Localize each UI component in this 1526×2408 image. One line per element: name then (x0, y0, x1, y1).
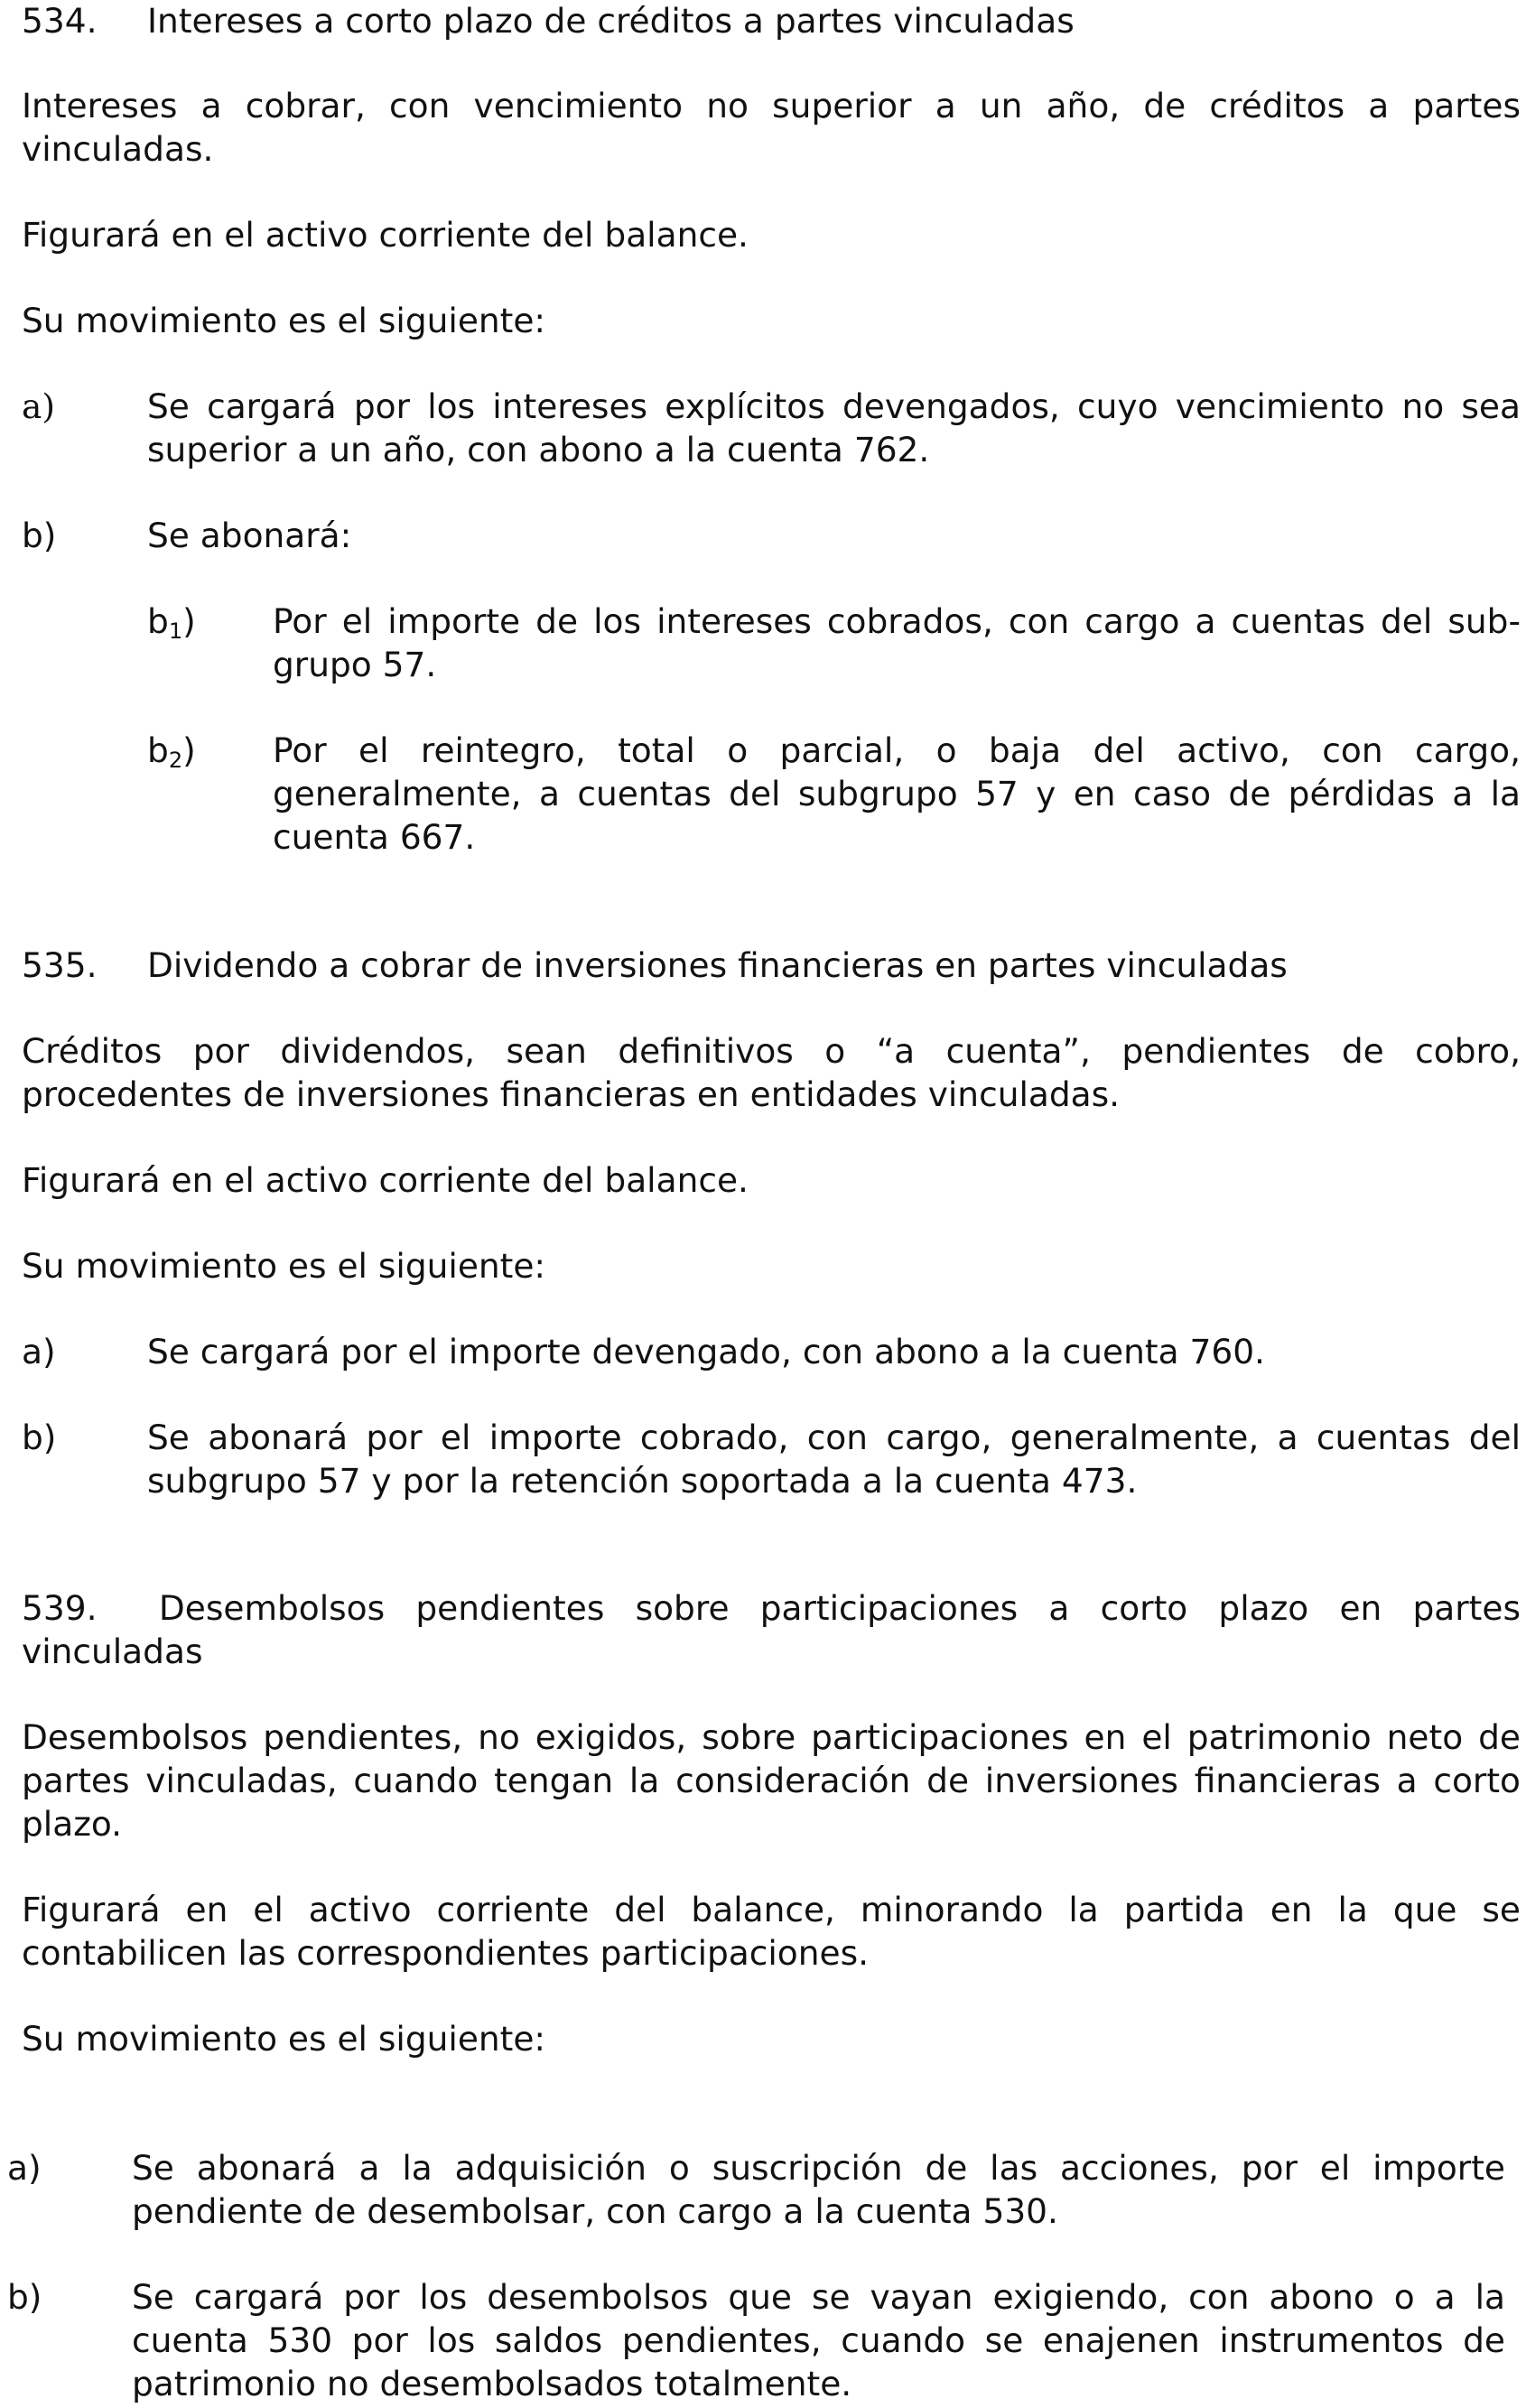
paragraph-line: plazo. (22, 1804, 123, 1844)
list-label: a) (7, 2148, 42, 2188)
list-item-text: subgrupo 57 y por la retención soportada a la cuenta 473. (147, 1461, 1138, 1501)
section-title: Intereses a corto plazo de créditos a partes vinculadas (147, 1, 1075, 41)
section-number: 534. (22, 1, 98, 41)
section-title: vinculadas (22, 1632, 203, 1671)
paragraph-line: vinculadas. (22, 129, 214, 169)
list-item-text: Se cargará por los intereses explícitos devengados, cuyo vencimiento no sea (147, 386, 1521, 426)
sublist-item-text: Por el importe de los intereses cobrados, con cargo a cuentas del sub- (273, 601, 1521, 641)
sublist-item-text: Por el reintegro, total o parcial, o baja del activo, con cargo, (273, 730, 1521, 770)
paragraph-line: partes vinculadas, cuando tengan la consideración de inversiones financieras a corto (22, 1761, 1521, 1800)
list-item-text: Se cargará por el importe devengado, con abono a la cuenta 760. (147, 1332, 1265, 1371)
list-label: a) (22, 1332, 56, 1371)
paragraph-line: Figurará en el activo corriente del balance. (22, 215, 749, 255)
list-item-text: patrimonio no desembolsados totalmente. (132, 2364, 852, 2403)
list-item-text: Se abonará por el importe cobrado, con cargo, generalmente, a cuentas del (147, 1418, 1521, 1457)
list-item-text: Se cargará por los desembolsos que se vayan exigiendo, con abono o a la (132, 2277, 1505, 2317)
paragraph-line: Su movimiento es el siguiente: (22, 2019, 546, 2059)
sublist-label: $b_1$) (147, 601, 196, 644)
list-label: b) (22, 516, 57, 555)
list-item-text: pendiente de desembolsar, con cargo a la cuenta 530. (132, 2191, 1058, 2231)
list-item-text: Se abonará: (147, 516, 352, 555)
sublist-item-text: grupo 57. (273, 645, 437, 684)
sublist-item-text: cuenta 667. (273, 817, 476, 857)
list-item-text: cuenta 530 por los saldos pendientes, cuando se enajenen instrumentos de (132, 2320, 1505, 2360)
list-label: b) (22, 1418, 57, 1457)
section-title: Dividendo a cobrar de inversiones financieras en partes vinculadas (147, 945, 1288, 985)
list-label: a) (22, 386, 55, 426)
paragraph-line: Su movimiento es el siguiente: (22, 301, 546, 340)
paragraph-line: contabilicen las correspondientes participaciones. (22, 1933, 870, 1973)
sublist-label: $b_2$) (147, 730, 196, 773)
section-title: 539. Desembolsos pendientes sobre participaciones a corto plazo en partes (22, 1588, 1521, 1628)
paragraph-line: procedentes de inversiones financieras en entidades vinculadas. (22, 1074, 1121, 1114)
sublist-item-text: generalmente, a cuentas del subgrupo 57 y en caso de pérdidas a la (273, 774, 1521, 814)
paragraph-line: Su movimiento es el siguiente: (22, 1246, 546, 1286)
list-item-text: superior a un año, con abono a la cuenta 762. (147, 430, 930, 470)
paragraph-line: Intereses a cobrar, con vencimiento no superior a un año, de créditos a partes (22, 86, 1521, 126)
section-number: 535. (22, 945, 98, 985)
list-item-text: Se abonará a la adquisición o suscripción de las acciones, por el importe (132, 2148, 1505, 2188)
paragraph-line: Figurará en el activo corriente del balance. (22, 1160, 749, 1200)
paragraph-line: Figurará en el activo corriente del balance, minorando la partida en la que se (22, 1890, 1521, 1929)
paragraph-line: Desembolsos pendientes, no exigidos, sobre participaciones en el patrimonio neto de (22, 1717, 1521, 1757)
list-label: b) (7, 2277, 42, 2317)
paragraph-line: Créditos por dividendos, sean definitivos o “a cuenta”, pendientes de cobro, (22, 1031, 1521, 1071)
